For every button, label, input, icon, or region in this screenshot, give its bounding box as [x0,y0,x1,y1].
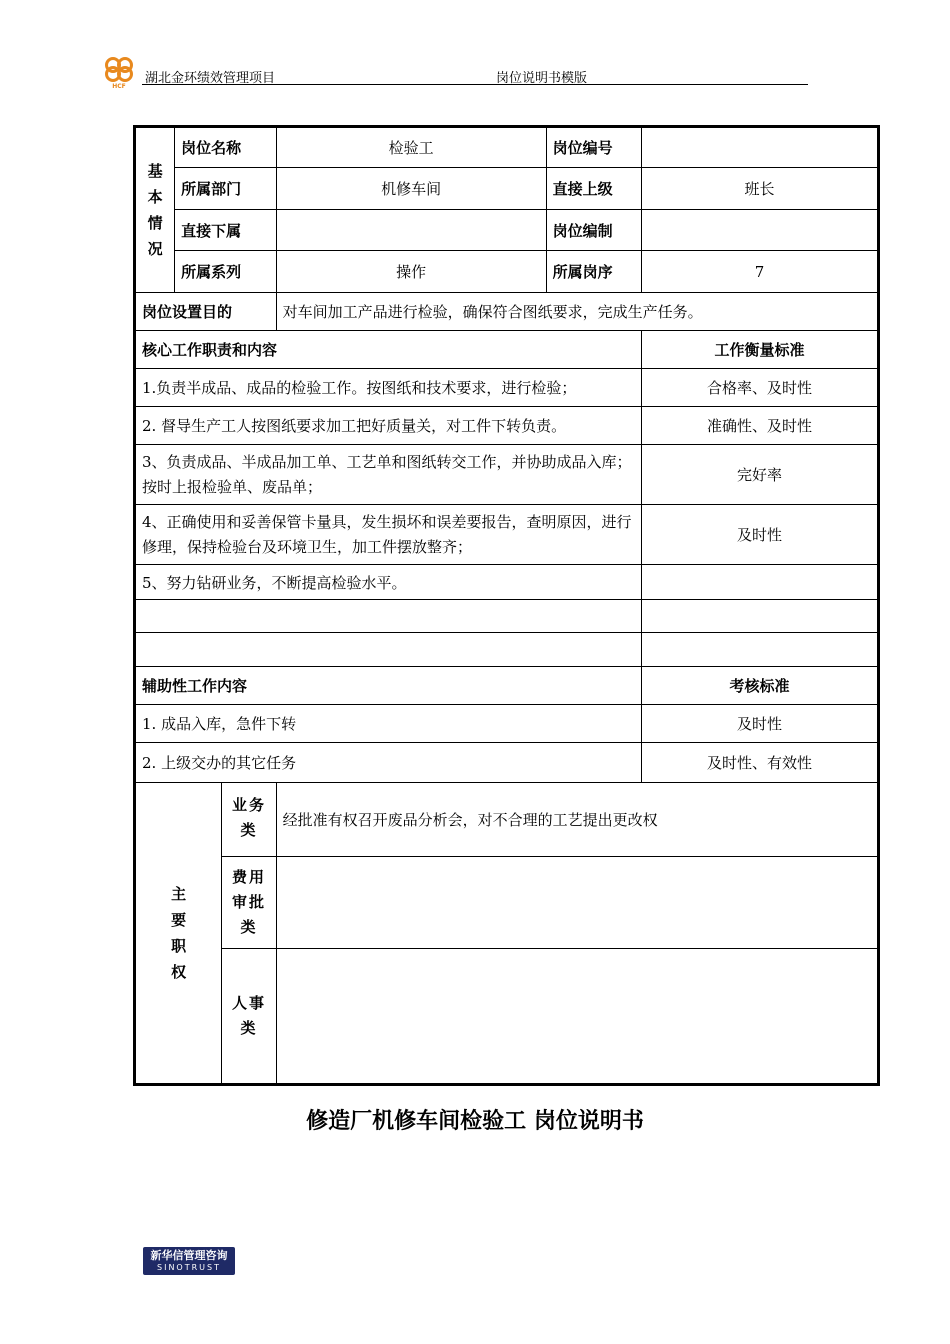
sinotrust-logo [143,1247,235,1275]
core-duty-standard: 完好率 [642,445,879,505]
table-row [135,600,879,633]
table-row [135,705,879,743]
core-duty-text: 3、负责成品、半成品加工单、工艺单和图纸转交工作，并协助成品入库；按时上报检验单、废品单； [135,445,642,505]
aux-duty-standard: 及时性、有效性 [642,743,879,783]
position-name-label: 岗位名称 [175,127,276,168]
rank-value: 7 [642,251,879,293]
position-number-label: 岗位编号 [546,127,641,168]
headcount-label: 岗位编制 [546,210,641,251]
authority-text-business: 经批准有权召开废品分析会，对不合理的工艺提出更改权 [276,783,878,857]
basic-row [135,251,879,293]
table-row [135,633,879,667]
core-duty-text: 2. 督导生产工人按图纸要求加工把好质量关，对工件下转负责。 [135,407,642,445]
core-duty-standard: 及时性 [642,505,879,565]
authority-section-label: 主 要 职 权 [135,783,222,1085]
header-template: 岗位说明书模版 [496,71,588,86]
authority-category-expense: 费用 审批 类 [222,857,276,949]
table-row [135,505,879,565]
authority-row [135,949,879,1085]
core-header-row [135,331,879,369]
rank-label: 所属岗序 [546,251,641,293]
core-duty-standard [642,600,879,633]
aux-header-row [135,667,879,705]
core-duty-standard: 合格率、及时性 [642,369,879,407]
header-project: 湖北金环绩效管理项目 [145,71,276,86]
aux-duties-header: 辅助性工作内容 [135,667,642,705]
subordinates-label: 直接下属 [175,210,276,251]
table-row [135,743,879,783]
aux-duty-text: 1. 成品入库，急件下转 [135,705,642,743]
basic-row [135,127,879,168]
direct-superior-value: 班长 [642,168,879,210]
authority-text-personnel [276,949,878,1085]
core-duty-text: 1.负责半成品、成品的检验工作。按图纸和技术要求，进行检验； [135,369,642,407]
series-value: 操作 [276,251,546,293]
aux-duty-text: 2. 上级交办的其它任务 [135,743,642,783]
job-description-table [133,125,880,1086]
basic-row [135,210,879,251]
core-standard-header: 工作衡量标准 [642,331,879,369]
headcount-value [642,210,879,251]
footer-logo-cn: 新华信管理咨询 [150,1249,228,1262]
authority-row [135,783,879,857]
core-duty-text: 4、正确使用和妥善保管卡量具，发生损坏和误差要报告，查明原因，进行修理，保持检验台及环境卫生，加工件摆放整齐； [135,505,642,565]
header-divider [142,84,808,85]
table-row [135,445,879,505]
authority-row [135,857,879,949]
authority-category-personnel: 人事 类 [222,949,276,1085]
position-name-value: 检验工 [276,127,546,168]
core-duty-text: 5、努力钻研业务，不断提高检验水平。 [135,565,642,600]
purpose-text: 对车间加工产品进行检验，确保符合图纸要求，完成生产任务。 [276,293,878,331]
footer-logo-en: SINOTRUST [157,1263,221,1272]
core-duty-text [135,633,642,667]
document-title: 修造厂机修车间检验工 岗位说明书 [306,1109,644,1134]
page-header [100,55,808,89]
position-number-value [642,127,879,168]
core-duty-text [135,600,642,633]
core-duty-standard: 准确性、及时性 [642,407,879,445]
core-duty-standard [642,565,879,600]
aux-standard-header: 考核标准 [642,667,879,705]
purpose-label: 岗位设置目的 [135,293,277,331]
authority-category-business: 业务 类 [222,783,276,857]
subordinates-value [276,210,546,251]
table-row [135,369,879,407]
basic-section-label: 基 本 情 况 [135,127,175,293]
series-label: 所属系列 [175,251,276,293]
core-duties-header: 核心工作职责和内容 [135,331,642,369]
department-value: 机修车间 [276,168,546,210]
direct-superior-label: 直接上级 [546,168,641,210]
department-label: 所属部门 [175,168,276,210]
aux-duty-standard: 及时性 [642,705,879,743]
logo-label: HCF [112,83,126,89]
basic-row [135,168,879,210]
table-row [135,407,879,445]
core-duty-standard [642,633,879,667]
table-row [135,565,879,600]
hcf-logo-icon [100,55,138,89]
authority-text-expense [276,857,878,949]
purpose-row [135,293,879,331]
